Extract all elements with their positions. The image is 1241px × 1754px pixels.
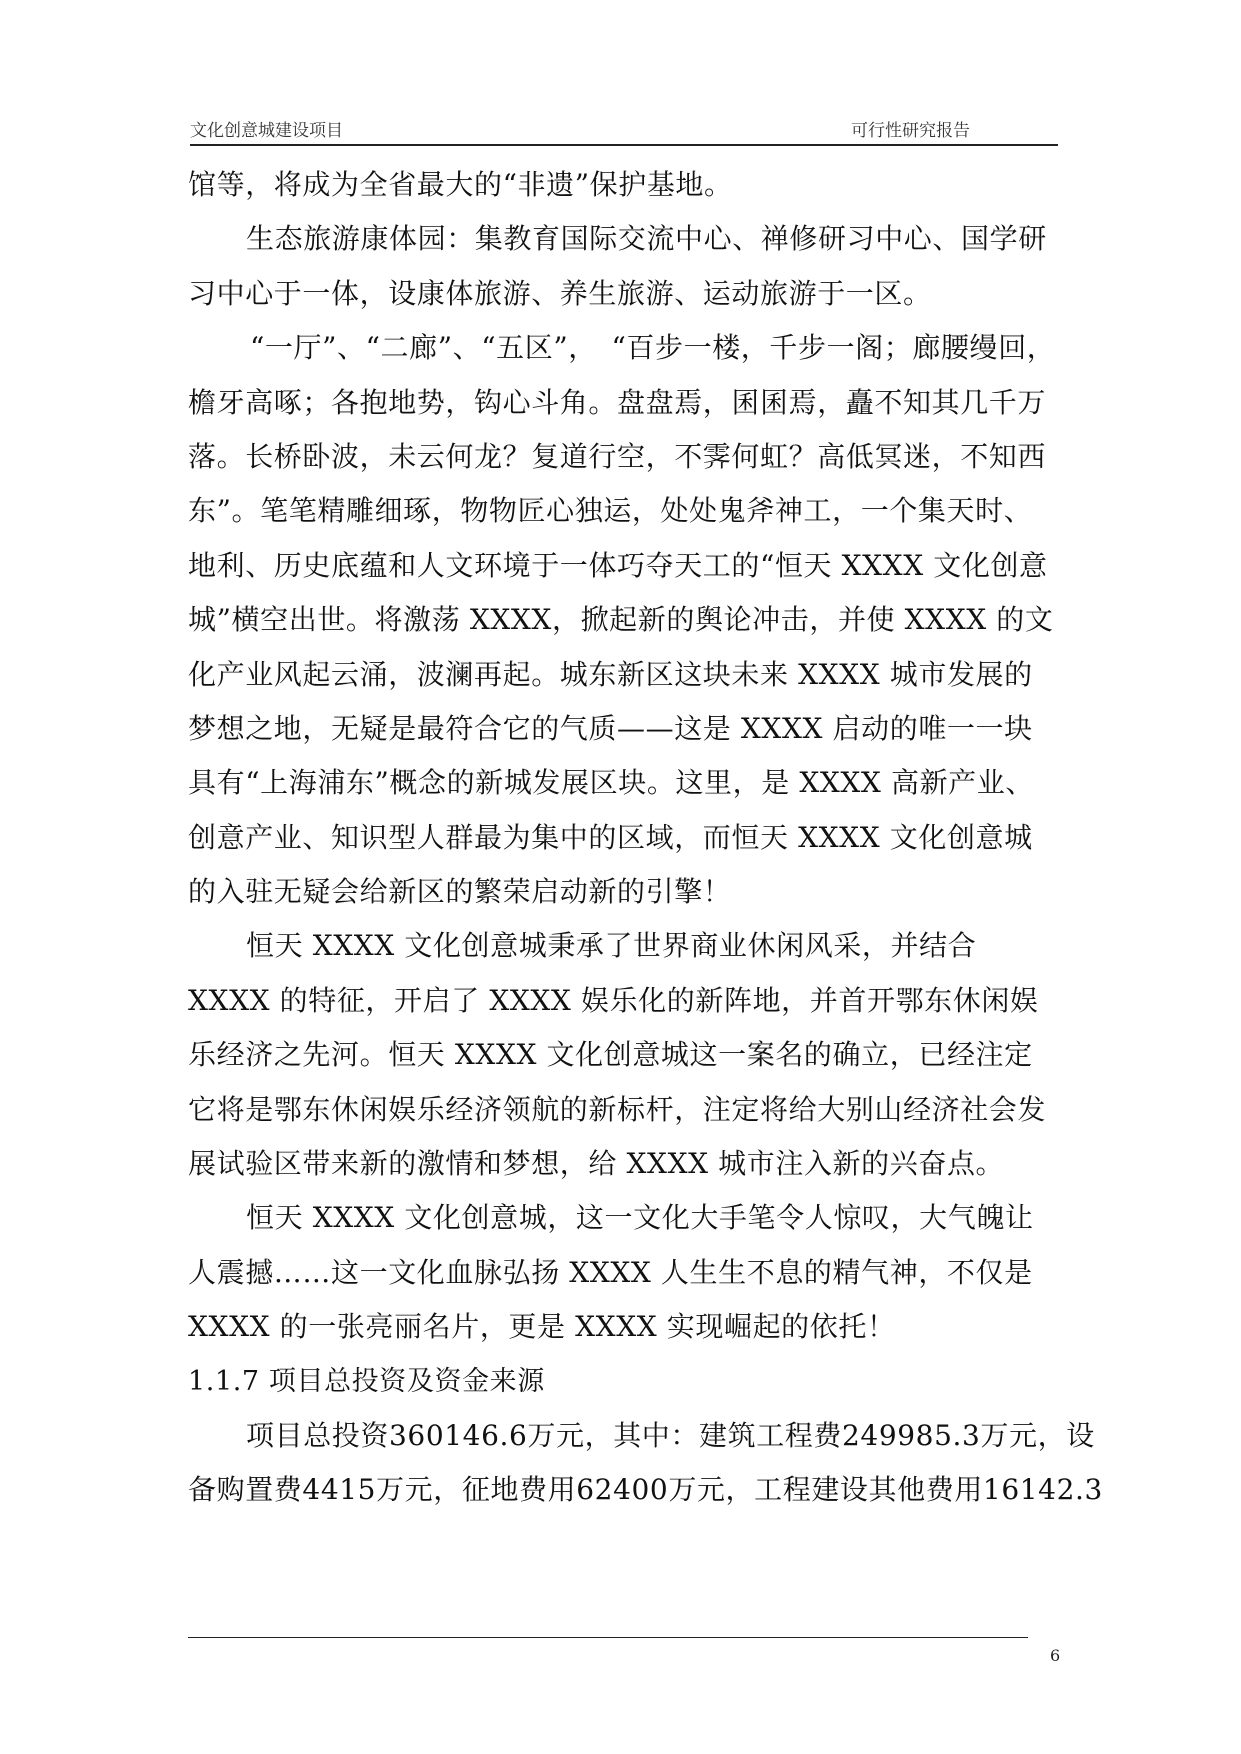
paragraph-line: “一厅”、“二廊”、“五区”， “百步一楼，千步一阁；廊腰缦回， <box>250 331 1056 365</box>
footer-divider <box>188 1637 1028 1638</box>
paragraph-line: 备购置费4415万元，征地费用62400万元，工程建设其他费用16142.3 <box>188 1473 1103 1507</box>
paragraph-line: 的入驻无疑会给新区的繁荣启动新的引擎！ <box>188 875 732 909</box>
paragraph-line: 檐牙高啄；各抱地势，钩心斗角。盘盘焉，囷囷焉，矗不知其几千万 <box>188 385 1047 419</box>
paragraph-line: 项目总投资360146.6万元，其中：建筑工程费249985.3万元，设 <box>246 1418 1095 1452</box>
paragraph-line: 恒天 XXXX 文化创意城，这一文化大手笔令人惊叹，大气魄让 <box>246 1201 1034 1235</box>
header-project-title: 文化创意城建设项目 <box>190 121 343 141</box>
paragraph-line: 创意产业、知识型人群最为集中的区域，而恒天 XXXX 文化创意城 <box>188 820 1033 854</box>
paragraph-line: 落。长桥卧波，未云何龙？复道行空，不霁何虹？高低冥迷，不知西 <box>188 439 1047 473</box>
paragraph-line: 生态旅游康体园：集教育国际交流中心、禅修研习中心、国学研 <box>246 222 1047 256</box>
paragraph-line: 城”横空出世。将激荡 XXXX，掀起新的舆论冲击，并使 XXXX 的文 <box>188 603 1054 637</box>
paragraph-line: 馆等，将成为全省最大的“非遗”保护基地。 <box>188 168 733 201</box>
paragraph-line: XXXX 的一张亮丽名片，更是 XXXX 实现崛起的依托！ <box>188 1310 896 1344</box>
paragraph-line: 展试验区带来新的激情和梦想，给 XXXX 城市注入新的兴奋点。 <box>188 1147 1005 1181</box>
paragraph-line: 习中心于一体，设康体旅游、养生旅游、运动旅游于一区。 <box>188 276 932 310</box>
paragraph-line: 恒天 XXXX 文化创意城秉承了世界商业休闲风采，并结合 <box>246 929 977 963</box>
paragraph-line: 人震撼……这一文化血脉弘扬 XXXX 人生生不息的精气神，不仅是 <box>188 1255 1033 1289</box>
paragraph-line: 梦想之地，无疑是最符合它的气质——这是 XXXX 启动的唯一一块 <box>188 711 1033 745</box>
section-heading: 1.1.7 项目总投资及资金来源 <box>188 1365 545 1397</box>
paragraph-line: 地利、历史底蕴和人文环境于一体巧夺天工的“恒天 XXXX 文化创意 <box>188 548 1048 582</box>
paragraph-line: XXXX 的特征，开启了 XXXX 娱乐化的新阵地，并首开鄂东休闲娱 <box>188 983 1039 1017</box>
paragraph-line: 它将是鄂东休闲娱乐经济领航的新标杆，注定将给大别山经济社会发 <box>188 1092 1047 1126</box>
paragraph-line: 东”。笔笔精雕细琢，物物匠心独运，处处鬼斧神工，一个集天时、 <box>188 494 1033 528</box>
page-header <box>190 116 1058 146</box>
document-body <box>188 158 1103 1518</box>
paragraph-line: 乐经济之先河。恒天 XXXX 文化创意城这一案名的确立，已经注定 <box>188 1038 1033 1072</box>
header-report-title: 可行性研究报告 <box>851 121 970 141</box>
page-number: 6 <box>1050 1646 1061 1665</box>
paragraph-line: 化产业风起云涌，波澜再起。城东新区这块未来 XXXX 城市发展的 <box>188 657 1033 691</box>
paragraph-line: 具有“上海浦东”概念的新城发展区块。这里，是 XXXX 高新产业、 <box>188 766 1034 800</box>
